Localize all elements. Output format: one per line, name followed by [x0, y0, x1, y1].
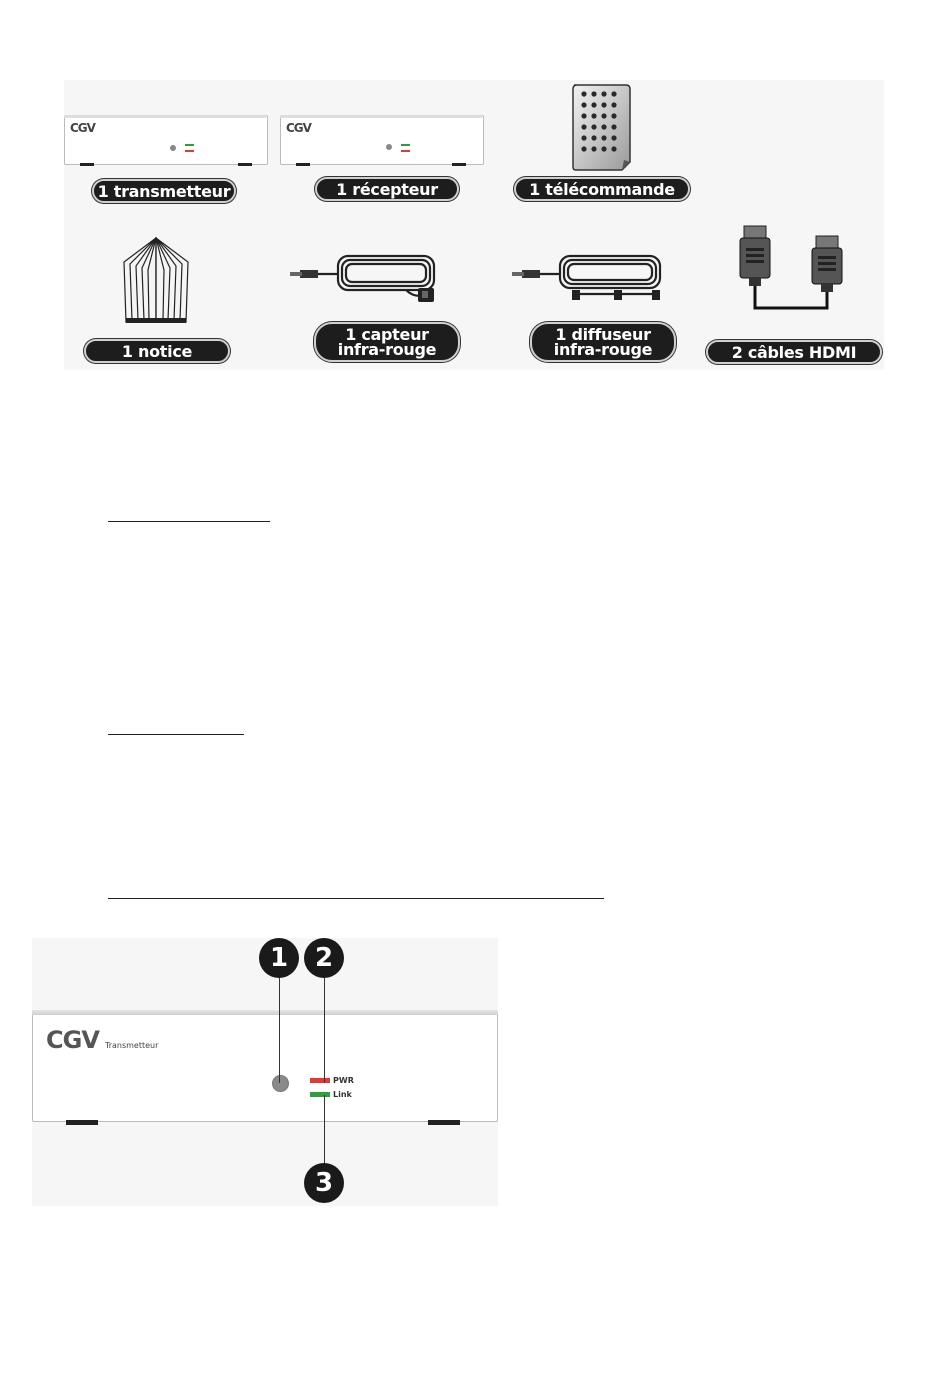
- device-brand-logo: CGV: [286, 121, 311, 135]
- device-model-label: Transmetteur: [105, 1041, 159, 1050]
- section-underline-1: [108, 521, 270, 522]
- ir-sensor-dot: [386, 144, 392, 150]
- device-brand-logo: CGV: [46, 1026, 99, 1054]
- pwr-led-label: PWR: [333, 1076, 354, 1085]
- link-led-icon: [310, 1092, 330, 1097]
- device-brand-logo: CGV: [70, 121, 95, 135]
- receiver-device-image: [280, 115, 484, 170]
- callout-leader-2: [324, 978, 325, 1083]
- label-diffuseur-infra-rouge: 1 diffuseur infra-rouge: [530, 322, 676, 362]
- callout-badge-2: 2: [304, 938, 344, 978]
- transmitter-front-device: [32, 1010, 498, 1130]
- label-recepteur: 1 récepteur: [315, 177, 459, 201]
- manual-book-icon: [120, 232, 192, 327]
- pwr-led-icon: [185, 144, 194, 146]
- section-underline-2: [108, 734, 244, 735]
- label-notice: 1 notice: [84, 339, 230, 363]
- hdmi-cable-icon: [736, 224, 846, 316]
- pwr-led-icon: [401, 144, 410, 146]
- callout-leader-1: [279, 978, 280, 1083]
- callout-badge-1: 1: [259, 938, 299, 978]
- remote-control-icon: [570, 82, 632, 172]
- link-led-icon: [401, 150, 410, 152]
- ir-sensor-dot: [170, 145, 176, 151]
- link-led-label: Link: [333, 1090, 352, 1099]
- label-transmetteur: 1 transmetteur: [92, 179, 236, 203]
- callout-badge-3: 3: [304, 1163, 344, 1203]
- ir-emitter-cable-icon: [510, 250, 665, 306]
- section-underline-3: [108, 898, 604, 899]
- label-capteur-infra-rouge: 1 capteur infra-rouge: [314, 322, 460, 362]
- transmitter-device-image: [64, 115, 268, 170]
- callout-leader-3: [324, 1095, 325, 1165]
- pwr-led-icon: [310, 1078, 330, 1083]
- label-cables-hdmi: 2 câbles HDMI: [706, 340, 882, 364]
- link-led-icon: [185, 150, 194, 152]
- ir-sensor-dot: [272, 1075, 289, 1092]
- label-telecommande: 1 télécommande: [514, 177, 690, 201]
- ir-receiver-cable-icon: [286, 248, 446, 310]
